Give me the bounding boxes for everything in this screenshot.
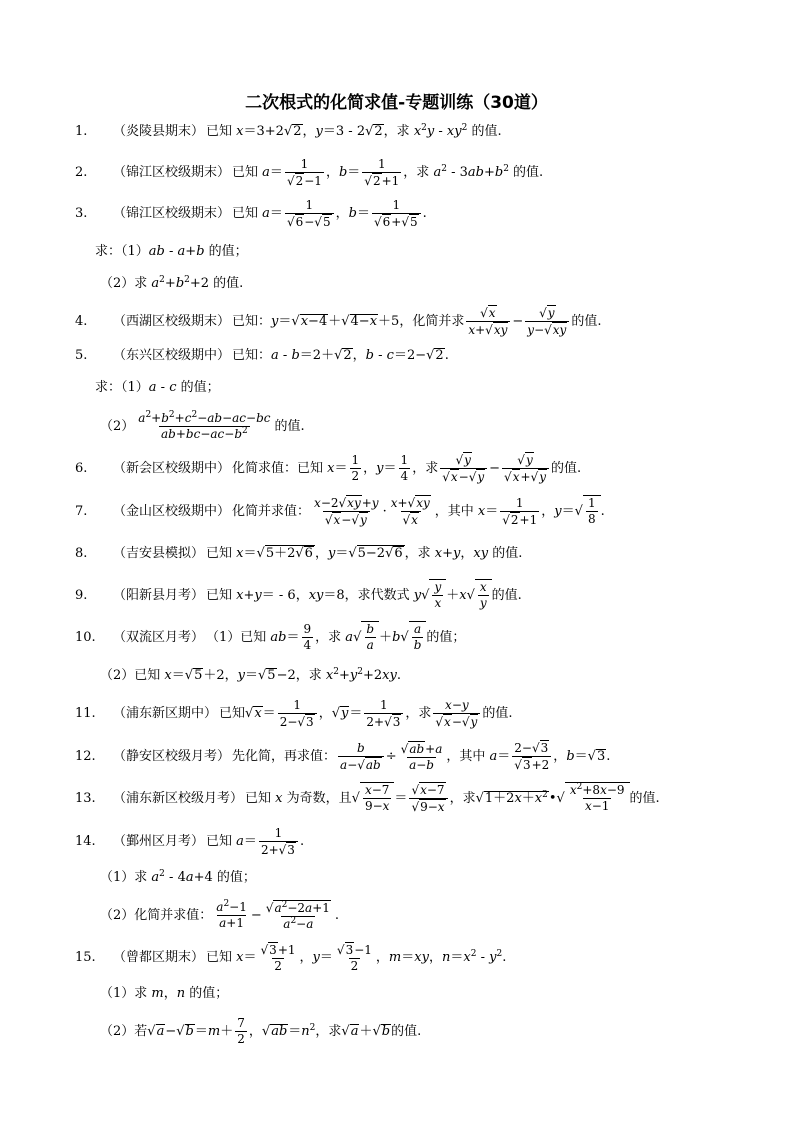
problem-number: 2. [75, 165, 88, 180]
problem-source: （东兴区校级期中） [113, 348, 231, 363]
problem-12: 12. （静安区校级月考） 先化简，再求值： $\frac{b}{a-√ ab}$ ÷ √ $\frac{ab+a}{a-b}$ ，其中 a＝ 2−√ 3 √ 3+2 ，b＝√ 3. [0, 737, 793, 777]
problem-6: 6. （新会区校级期中） 化简求值：已知 x＝ $\frac{1}{2}$ ，y＝ $\frac{1}{4}$ ，求 √ y √ x−√ y − √ y √ x+√ y 的值. [0, 449, 793, 489]
problem-number: 11. [75, 706, 96, 721]
problem-10: 10. （双流区月考） （1）已知 ab＝ $\frac{9}{4}$ ，求 a √ $\frac{b}{a}$ ＋b √ $\frac{a}{b}$ 的值； [0, 618, 793, 658]
problem-source: （金山区校级期中） [113, 504, 231, 519]
problem-3: 3. （锦江区校级期末） 已知 a＝ 1 √ 6−√ 5 ，b＝ 1 √ 6+√ 5 . [0, 194, 793, 234]
problem-number: 9. [75, 588, 88, 603]
problem-number: 13. [75, 791, 96, 806]
problem-15-part-1: （1）求 m，n 的值； [100, 986, 229, 1001]
problem-source: （新会区校级期中） [113, 461, 231, 476]
problem-11: 11. （浦东新区期中） 已知√ x＝ $\frac{1}{2-√ 3}$ ，√ y＝ $\frac{1}{2+√ 3}$ ，求 x−y √ x−√ y 的值. [0, 694, 793, 734]
problem-4: 4. （西湖区校级期末） 已知：y＝√ x−4＋√ 4−x＋5，化简并求 √ $\frac{x}{x+√ xy}$ − √ $\frac{y}{y-√ xy}$ 的值. [0, 302, 793, 342]
problem-14-part-2: （2）化简并求值： $\frac{a^2-1}{a+1}$ − √ $\frac{a^2-2a+1}{a^2-a}$ . [0, 896, 793, 936]
problem-number: 14. [75, 834, 96, 849]
problem-source: （锦江区校级期末） [113, 206, 231, 221]
problem-number: 7. [75, 504, 88, 519]
problem-number: 3. [75, 206, 88, 221]
problem-number: 4. [75, 314, 88, 329]
problem-source: （曾都区期末） [113, 950, 205, 965]
problem-5-part-2: （2） $\frac{a^2+b^2+c^2-ab-ac-bc}{ab+bc-ac-b^2}$ 的值. [100, 410, 305, 441]
problem-15-part-2: （2）若√ a−√ b＝m＋ $\frac{7}{2}$ ，√ $ab=n^2$，求√ a＋√ b的值. [0, 1012, 793, 1052]
problem-source: （炎陵县期末） [113, 124, 205, 139]
problem-source: （鄞州区月考） [113, 834, 205, 849]
problem-number: 5. [75, 348, 88, 363]
problem-1: 1. （炎陵县期末） 已知 x＝3+2√ 2，y＝3 - 2√ 2，求 $x^2y - xy^2$ 的值. [0, 112, 793, 152]
problem-7: 7. （金山区校级期中） 化简并求值： x−2√ xy+y √ x−√ y · x+√ xy √ x ，其中 x＝ 1 √ 2+1 ，y＝ √ $\frac{1}{8}$ . [0, 492, 793, 532]
problem-10-part-2: （2）已知 x＝√ 5＋2，y＝√ 5−2，求 $x^2+y^2+2xy$. [0, 656, 793, 696]
problem-source: （浦东新区期中） [113, 706, 218, 721]
problem-number: 1. [75, 124, 88, 139]
problem-9: 9. （阳新县月考） 已知 x+y＝ - 6，xy＝8，求代数式 y √ $\frac{y}{x}$ ＋x √ $\frac{x}{y}$ 的值. [0, 576, 793, 616]
problem-number: 12. [75, 749, 96, 764]
problem-3-part-2: （2）求 $a^2+b^2+2$ 的值. [100, 275, 244, 291]
problem-13: 13. （浦东新区校级月考） 已知 x 为奇数，且 √ $\frac{x-7}{9-x}$ ＝ √ x−7 √ 9−x ，求√ $1+2x+x^2•$ √ $\frac{x^2+8x-9}{x-1}$ 的值. [0, 779, 793, 819]
problem-source: （双流区月考） [113, 630, 205, 645]
problem-14-part-1: （1）求 $a^2 - 4a+4$ 的值； [100, 869, 256, 885]
problem-number: 15. [75, 950, 96, 965]
problem-2: 2. （锦江区校级期末） 已知 a＝ 1 √ 2−1 ，b＝ 1 √ 2+1 ，求 $a^2 - 3ab+b^2$ 的值. [0, 153, 793, 193]
problem-14: 14. （鄞州区月考） 已知 a＝ $\frac{1}{2+√ 3}$ . [0, 822, 793, 862]
problem-5-part-1: 求：（1）a - c 的值； [95, 380, 220, 395]
problem-number: 8. [75, 546, 88, 561]
problem-number: 6. [75, 461, 88, 476]
page-title: 二次根式的化简求值-专题训练（30道） [245, 93, 548, 113]
problem-number: 10. [75, 630, 96, 645]
problem-5: 5. （东兴区校级期中） 已知：a - b＝2＋√ 2，b - c＝2−√ 2. [0, 336, 793, 376]
problem-source: （西湖区校级期末） [113, 314, 231, 329]
problem-source: （浦东新区校级月考） [113, 791, 244, 806]
problem-8: 8. （吉安县模拟） 已知 x＝√ 5＋2√ 6 ，y＝√ 5−2√ 6 ，求 x+y，xy 的值. [0, 534, 793, 574]
problem-3-part-1: 求：（1）ab - a+b 的值； [95, 244, 248, 259]
problem-source: （静安区校级月考） [113, 749, 231, 764]
problem-source: （锦江区校级期末） [113, 165, 231, 180]
problem-source: （吉安县模拟） [113, 546, 205, 561]
problem-15: 15. （曾都区期末） 已知 x＝ √ $\frac{3+1}{2}$ ，y＝ √ $\frac{3-1}{2}$ ，m＝xy，$n=x^2 - y^2$. [0, 938, 793, 978]
problem-source: （阳新县月考） [113, 588, 205, 603]
